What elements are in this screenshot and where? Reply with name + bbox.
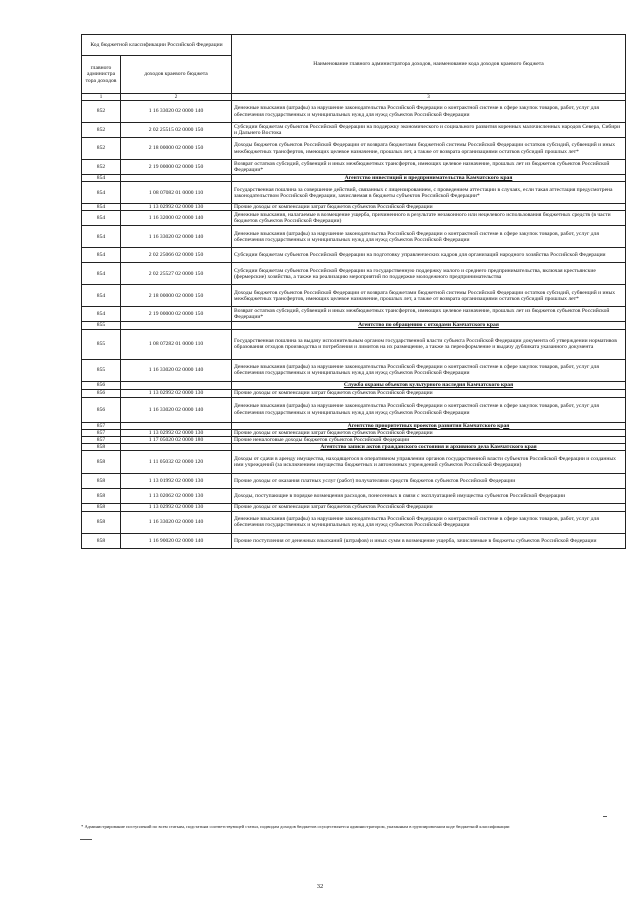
revenue-code-cell: 1 13 01992 02 0000 130 (121, 474, 232, 489)
admin-code-cell: 858 (82, 489, 121, 504)
revenue-name-cell: Служба охраны объектов культурного наследия Камчатского края (232, 381, 626, 389)
header-name-column: Наименование главного администратора доходов, наименование кода доходов краевого бюджета (232, 35, 626, 94)
revenue-code-cell: 2 02 25515 02 0000 150 (121, 123, 232, 138)
revenue-name-cell: Денежные взыскания (штрафы) за нарушение законодательства Российской Федерации о контрактной системе в сфере закупок товаров, работ, услуг для обеспечения государственных и муниципальных нужд для нужд субъектов Российской Федерации (232, 226, 626, 248)
section-row (82, 422, 626, 429)
revenue-code-cell (121, 322, 232, 329)
revenue-name-cell: Субсидии бюджетам субъектов Российской Федерации на поддержку экономического и социального развития коренных малочисленных народов Севера, Сибири и Дальнего Востока (232, 123, 626, 138)
page-number: 32 (316, 883, 324, 890)
header-admin-column: главного администра тора доходов (82, 56, 121, 94)
admin-code-cell: 858 (82, 533, 121, 548)
admin-code-cell: 857 (82, 422, 121, 429)
table-row (82, 123, 626, 138)
admin-code-cell: 852 (82, 160, 121, 175)
column-number: 1 (82, 94, 121, 101)
footnote: * Администрирование поступлений по всем статьям, подстатьям соответствующей статьи, подвидам доходов бюджетов осуществляется администратором, указанным в группировочном коде бюджетной классификации (81, 824, 510, 829)
revenue-name-cell: Государственная пошлина за совершение действий, связанных с лицензированием, с проведением аттестации в случаях, если такая аттестация предусмотрена законодательством Российской Федерации, зачисляемая в бюджеты субъектов Российской Федерации* (232, 182, 626, 204)
revenue-code-cell: 1 13 02992 02 0000 130 (121, 429, 232, 436)
revenue-name-cell: Денежные взыскания (штрафы) за нарушение законодательства Российской Федерации о контрактной системе в сфере закупок товаров, работ, услуг для обеспечения государственных и муниципальных нужд для нужд субъектов Российской Федерации (232, 511, 626, 533)
table-row (82, 204, 626, 211)
revenue-name-cell: Агентство записи актов гражданского состояния и архивного дела Камчатского края (232, 444, 626, 451)
admin-code-cell: 854 (82, 226, 121, 248)
revenue-code-cell: 1 16 32000 02 0000 140 (121, 211, 232, 226)
revenue-name-cell: Агентство инвестиций и предпринимательства Камчатского края (232, 175, 626, 182)
revenue-code-cell: 2 02 25066 02 0000 150 (121, 248, 232, 263)
admin-code-cell: 854 (82, 182, 121, 204)
table-body (82, 101, 626, 549)
table-row (82, 511, 626, 533)
header-group-label: Код бюджетной классификации Российской Федерации (82, 35, 232, 56)
admin-code-cell: 858 (82, 451, 121, 474)
column-number: 3 (232, 94, 626, 101)
admin-code-cell: 857 (82, 429, 121, 436)
revenue-code-cell: 1 16 33020 02 0000 140 (121, 101, 232, 123)
margin-mark (603, 816, 607, 817)
revenue-code-cell: 1 11 05032 02 0000 120 (121, 451, 232, 474)
table-row (82, 211, 626, 226)
admin-code-cell: 855 (82, 322, 121, 329)
revenue-code-cell: 1 16 90020 02 0000 140 (121, 533, 232, 548)
admin-code-cell: 856 (82, 389, 121, 397)
table-row (82, 285, 626, 307)
admin-code-cell: 854 (82, 285, 121, 307)
table-row (82, 359, 626, 381)
table-row (82, 429, 626, 436)
section-row (82, 444, 626, 451)
revenue-code-cell: 1 16 33020 02 0000 140 (121, 511, 232, 533)
revenue-name-cell: Прочие неналоговые доходы бюджетов субъектов Российской Федерации (232, 437, 626, 444)
table-row (82, 437, 626, 444)
budget-table-sheet (81, 34, 625, 549)
revenue-code-cell (121, 175, 232, 182)
revenue-name-cell: Прочие поступления от денежных взысканий (штрафов) и иных сумм в возмещение ущерба, зачисляемые в бюджеты субъектов Российской Федерации (232, 533, 626, 548)
table-row (82, 397, 626, 422)
table-row (82, 489, 626, 504)
column-number: 2 (121, 94, 232, 101)
revenue-name-cell: Прочие доходы от компенсации затрат бюджетов субъектов Российской Федерации (232, 429, 626, 436)
revenue-code-cell: 2 02 25527 02 0000 150 (121, 263, 232, 285)
table-row (82, 307, 626, 322)
table-header-row (82, 35, 626, 56)
admin-code-cell: 855 (82, 359, 121, 381)
admin-code-cell: 854 (82, 211, 121, 226)
section-row (82, 175, 626, 182)
table-row (82, 533, 626, 548)
revenue-name-cell: Возврат остатков субсидий, субвенций и иных межбюджетных трансфертов, имеющих целевое назначение, прошлых лет из бюджетов субъектов Российской Федерации* (232, 160, 626, 175)
table-row (82, 474, 626, 489)
revenue-code-cell: 1 13 02992 02 0000 130 (121, 389, 232, 397)
table-row (82, 389, 626, 397)
revenue-code-cell: 2 18 00000 02 0000 150 (121, 138, 232, 160)
admin-code-cell: 854 (82, 263, 121, 285)
revenue-name-cell: Агентство по обращению с отходами Камчатского края (232, 322, 626, 329)
revenue-name-cell: Денежные взыскания (штрафы) за нарушение законодательства Российской Федерации о контрактной системе в сфере закупок товаров, работ, услуг для обеспечения государственных и муниципальных нужд для нужд субъектов Российской Федерации (232, 359, 626, 381)
revenue-code-cell: 1 13 02062 02 0000 130 (121, 489, 232, 504)
revenue-code-cell: 2 18 00000 02 0000 150 (121, 285, 232, 307)
revenue-name-cell: Государственная пошлина за выдачу исполнительным органом государственной власти субъекта Российской Федерации документа об утверждении нормативов образования отходов производства и потребления и лимитов на их размещение, а также за переоформление и выдачу дубликата указанного документа (232, 329, 626, 359)
section-row (82, 322, 626, 329)
revenue-code-cell: 1 08 07082 01 0000 110 (121, 182, 232, 204)
revenue-name-cell: Доходы бюджетов субъектов Российской Федерации от возврата бюджетами бюджетной системы Российской Федерации остатков субсидий, субвенций и иных межбюджетных трансфертов, имеющих целевое назначение, прошлых лет, а также от возврата организациями остатков субсидий прошлых лет* (232, 138, 626, 160)
admin-code-cell: 857 (82, 437, 121, 444)
revenue-name-cell: Субсидии бюджетам субъектов Российской Федерации на государственную поддержку малого и среднего предпринимательства, включая крестьянские (фермерские) хозяйства, а также на реализацию мероприятий по поддержке молодежного предпринимательства (232, 263, 626, 285)
revenue-name-cell: Прочие доходы от компенсации затрат бюджетов субъектов Российской Федерации (232, 204, 626, 211)
revenue-code-cell: 2 19 00000 02 0000 150 (121, 307, 232, 322)
revenue-name-cell: Прочие доходы от компенсации затрат бюджетов субъектов Российской Федерации (232, 504, 626, 511)
column-number-row (82, 94, 626, 101)
revenue-name-cell: Прочие доходы от оказания платных услуг (работ) получателями средств бюджетов субъектов Российской Федерации (232, 474, 626, 489)
admin-code-cell: 858 (82, 474, 121, 489)
revenue-code-cell: 1 08 07282 01 0000 110 (121, 329, 232, 359)
admin-code-cell: 854 (82, 248, 121, 263)
revenue-name-cell: Возврат остатков субсидий, субвенций и иных межбюджетных трансфертов, имеющих целевое назначение, прошлых лет из бюджетов субъектов Российской Федерации* (232, 307, 626, 322)
table-row (82, 248, 626, 263)
revenue-name-cell: Субсидии бюджетам субъектов Российской Федерации на подготовку управленческих кадров для организаций народного хозяйства Российской Федерации (232, 248, 626, 263)
revenue-code-cell: 1 17 05020 02 0000 180 (121, 437, 232, 444)
revenue-code-cell (121, 381, 232, 389)
admin-code-cell: 858 (82, 444, 121, 451)
revenue-name-cell: Денежные взыскания (штрафы) за нарушение законодательства Российской Федерации о контрактной системе в сфере закупок товаров, работ, услуг для обеспечения государственных и муниципальных нужд для нужд субъектов Российской Федерации (232, 101, 626, 123)
admin-code-cell: 854 (82, 307, 121, 322)
section-row (82, 381, 626, 389)
admin-code-cell: 856 (82, 381, 121, 389)
admin-code-cell: 852 (82, 138, 121, 160)
revenue-name-cell: Денежные взыскания, налагаемые в возмещение ущерба, причиненного в результате незаконного или нецелевого использования бюджетных средств (в части бюджетов субъектов Российской Федерации) (232, 211, 626, 226)
admin-code-cell: 856 (82, 397, 121, 422)
revenue-code-cell: 1 16 33020 02 0000 140 (121, 397, 232, 422)
header-code-column: доходов краевого бюджета (121, 56, 232, 94)
revenue-code-cell: 1 13 02992 02 0000 130 (121, 204, 232, 211)
admin-code-cell: 854 (82, 204, 121, 211)
revenue-name-cell: Денежные взыскания (штрафы) за нарушение законодательства Российской Федерации о контрактной системе в сфере закупок товаров, работ, услуг для обеспечения государственных и муниципальных нужд для нужд субъектов Российской Федерации (232, 397, 626, 422)
table-row (82, 226, 626, 248)
revenue-code-cell: 1 13 02992 02 0000 130 (121, 504, 232, 511)
revenue-name-cell: Доходы бюджетов субъектов Российской Федерации от возврата бюджетами бюджетной системы Российской Федерации остатков субсидий, субвенций и иных межбюджетных трансфертов, имеющих целевое назначение, прошлых лет, а также от возврата организациями остатков субсидий прошлых лет* (232, 285, 626, 307)
revenue-code-cell: 1 16 33020 02 0000 140 (121, 359, 232, 381)
revenue-name-cell: Доходы от сдачи в аренду имущества, находящегося в оперативном управлении органов государственной власти субъектов Российской Федерации и созданных ими учреждений (за исключением имущества бюджетных и автономных учреждений субъектов Российской Федерации) (232, 451, 626, 474)
table-row (82, 160, 626, 175)
admin-code-cell: 858 (82, 511, 121, 533)
admin-code-cell: 854 (82, 175, 121, 182)
table-row (82, 451, 626, 474)
admin-code-cell: 852 (82, 123, 121, 138)
table-row (82, 263, 626, 285)
revenue-name-cell: Доходы, поступающие в порядке возмещения расходов, понесенных в связи с эксплуатацией имущества субъектов Российской Федерации (232, 489, 626, 504)
budget-classification-table (81, 34, 626, 549)
table-row (82, 504, 626, 511)
margin-mark (80, 839, 92, 840)
revenue-code-cell: 2 19 00000 02 0000 150 (121, 160, 232, 175)
admin-code-cell: 852 (82, 101, 121, 123)
revenue-name-cell: Агентство приоритетных проектов развития Камчатского края (232, 422, 626, 429)
admin-code-cell: 858 (82, 504, 121, 511)
table-row (82, 329, 626, 359)
revenue-code-cell: 1 16 33020 02 0000 140 (121, 226, 232, 248)
admin-code-cell: 855 (82, 329, 121, 359)
revenue-code-cell (121, 444, 232, 451)
table-row (82, 182, 626, 204)
table-row (82, 101, 626, 123)
table-row (82, 138, 626, 160)
revenue-code-cell (121, 422, 232, 429)
revenue-name-cell: Прочие доходы от компенсации затрат бюджетов субъектов Российской Федерации (232, 389, 626, 397)
